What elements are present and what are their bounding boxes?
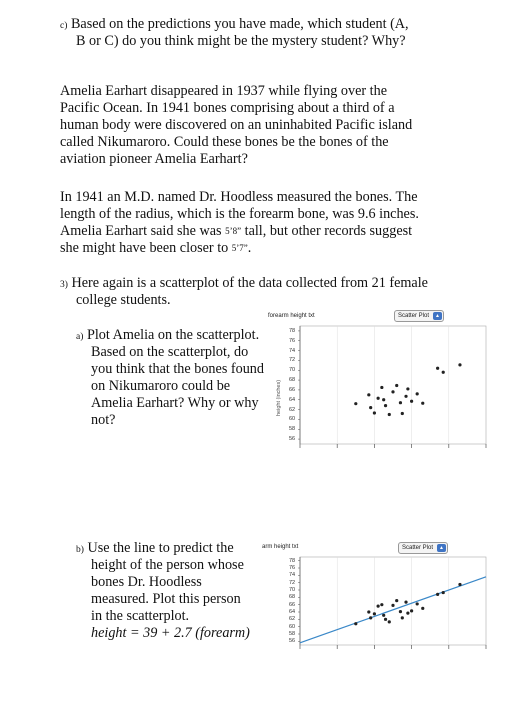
- story-line: she might have been closer to 5’7”.: [60, 240, 252, 256]
- data-point: [391, 390, 394, 393]
- question-c-line-1: Based on the predictions you have made, which student (A,: [70, 16, 409, 32]
- data-point: [367, 393, 370, 396]
- y-tick-label: 78: [289, 557, 296, 564]
- story-line: called Nikumaroro. Could these bones be the bones of the: [60, 134, 389, 150]
- story-line: In 1941 an M.D. named Dr. Hoodless measured the bones. The: [60, 189, 418, 205]
- updown-arrows-icon: ▲: [433, 312, 442, 320]
- story-line: Pacific Ocean. In 1941 bones comprising about a third of a: [60, 100, 395, 116]
- question-b-line: measured. Plot this person: [91, 591, 241, 607]
- question-c-marker: c): [60, 21, 68, 31]
- y-tick-label: 60: [289, 623, 296, 630]
- y-tick-label: 76: [289, 337, 296, 344]
- data-point: [406, 612, 409, 615]
- data-point: [436, 367, 439, 370]
- data-point: [416, 392, 419, 395]
- question-a-line: not?: [91, 412, 116, 428]
- data-point: [377, 397, 380, 400]
- question-a-line: Amelia Earhart? Why or why: [91, 395, 259, 411]
- data-point: [354, 622, 357, 625]
- story-paragraph-1: [60, 83, 412, 168]
- data-point: [404, 601, 407, 604]
- data-point: [382, 398, 385, 401]
- story-line: length of the radius, which is the forearm bone, was 9.6 inches.: [60, 206, 419, 222]
- y-tick-label: 72: [289, 357, 296, 364]
- plot-2-title: arm height txt: [262, 544, 299, 550]
- data-point: [373, 612, 376, 615]
- story-paragraph-2: [60, 189, 419, 257]
- plot-frame: [300, 326, 486, 444]
- data-point: [391, 604, 394, 607]
- y-tick-label: 60: [289, 416, 296, 423]
- question-a-line: Based on the scatterplot, do: [91, 344, 249, 360]
- data-point: [458, 363, 461, 366]
- question-b-marker: b): [76, 545, 84, 555]
- story-line: Amelia Earhart disappeared in 1937 while flying over the: [60, 83, 387, 99]
- data-point: [399, 401, 402, 404]
- data-point: [404, 395, 407, 398]
- y-tick-label: 76: [289, 565, 296, 571]
- y-tick-label: 74: [289, 572, 296, 579]
- y-tick-label: 72: [289, 579, 296, 586]
- question-a-line: you think that the bones found: [91, 361, 264, 377]
- data-point: [369, 406, 372, 409]
- data-point: [395, 599, 398, 602]
- plot-1-title: forearm height txt: [268, 313, 315, 319]
- question-3-marker: 3): [60, 280, 68, 290]
- story-line: Amelia Earhart said she was 5’8” tall, but other records suggest: [60, 223, 413, 239]
- data-point: [384, 618, 387, 621]
- scatterplot-2[interactable]: [290, 553, 490, 703]
- y-tick-label: 56: [289, 638, 296, 645]
- data-point: [384, 404, 387, 407]
- data-point: [395, 384, 398, 387]
- data-point: [388, 413, 391, 416]
- data-point: [382, 614, 385, 617]
- data-point: [410, 400, 413, 403]
- question-c-line-2: B or C) do you think might be the mystery student? Why?: [76, 33, 406, 49]
- question-a-marker: a): [76, 332, 84, 342]
- plot-1-type-select[interactable]: [394, 310, 444, 322]
- data-point: [380, 386, 383, 389]
- y-tick-label: 66: [289, 601, 296, 608]
- data-point: [442, 371, 445, 374]
- height-small-2: 5’7”: [231, 243, 248, 253]
- question-a-body: [91, 344, 264, 429]
- data-point: [380, 603, 383, 606]
- y-tick-label: 74: [289, 347, 296, 354]
- data-point: [410, 609, 413, 612]
- plot-frame: [300, 557, 486, 645]
- height-small-1: 5’8”: [225, 226, 242, 236]
- y-tick-label: 62: [289, 616, 296, 623]
- y-tick-label: 66: [289, 386, 296, 393]
- y-tick-label: 64: [289, 609, 296, 615]
- regression-equation: height = 39 + 2.7 (forearm): [91, 625, 250, 641]
- data-point: [406, 387, 409, 390]
- data-point: [458, 583, 461, 586]
- data-point: [442, 591, 445, 594]
- y-tick-label: 62: [289, 406, 296, 413]
- data-point: [377, 605, 380, 608]
- plot-1-y-axis-label: height (inches): [276, 379, 282, 416]
- data-point: [401, 412, 404, 415]
- updown-arrows-icon: ▲: [437, 544, 446, 552]
- y-tick-label: 70: [289, 587, 296, 593]
- data-point: [421, 402, 424, 405]
- y-tick-label: 64: [289, 396, 296, 403]
- y-tick-label: 68: [289, 594, 296, 601]
- question-a-line: Plot Amelia on the scatterplot.: [86, 327, 260, 343]
- question-3-line-2: college students.: [76, 292, 171, 308]
- question-b-line: height of the person whose: [91, 557, 244, 573]
- question-b-body: [91, 557, 250, 642]
- data-point: [388, 620, 391, 623]
- y-tick-label: 56: [289, 436, 296, 443]
- question-b-line: in the scatterplot.: [91, 608, 190, 624]
- scatterplot-1[interactable]: [290, 322, 490, 482]
- data-point: [399, 610, 402, 613]
- plot-2-type-label: Scatter Plot: [402, 545, 434, 551]
- question-a-line: on Nikumaroro could be: [91, 378, 231, 394]
- story-line: human body were discovered on an uninhabited Pacific island: [60, 117, 413, 133]
- y-tick-label: 78: [289, 327, 296, 334]
- data-point: [369, 616, 372, 619]
- y-tick-label: 58: [289, 426, 296, 433]
- data-point: [401, 616, 404, 619]
- question-b-line: bones Dr. Hoodless: [91, 574, 202, 590]
- y-tick-label: 58: [289, 631, 296, 637]
- data-point: [373, 411, 376, 414]
- question-3-line-1: Here again is a scatterplot of the data collected from 21 female: [71, 275, 428, 291]
- plot-1-type-label: Scatter Plot: [398, 313, 430, 319]
- y-tick-label: 70: [289, 367, 296, 374]
- data-point: [416, 602, 419, 605]
- y-tick-label: 68: [289, 377, 296, 384]
- data-point: [421, 607, 424, 610]
- story-line: aviation pioneer Amelia Earhart?: [60, 151, 248, 167]
- data-point: [367, 610, 370, 613]
- data-point: [436, 593, 439, 596]
- question-b-line: Use the line to predict the: [87, 540, 234, 556]
- data-point: [354, 402, 357, 405]
